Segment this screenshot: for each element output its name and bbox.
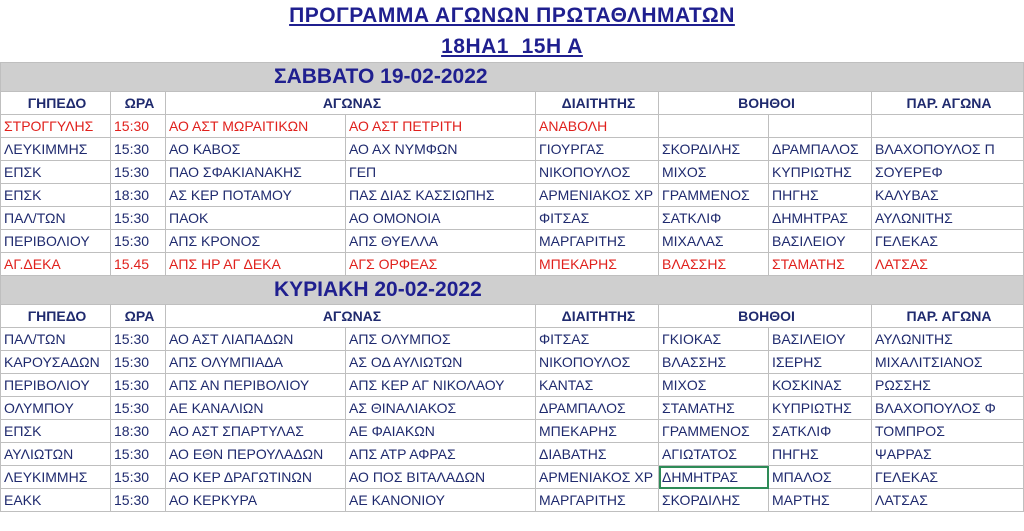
cell-away[interactable]: ΑΟ ΑΣΤ ΠΕΤΡΙΤΗ [346, 115, 536, 138]
cell-home[interactable]: ΠΑΟ ΣΦΑΚΙΑΝΑΚΗΣ [166, 161, 346, 184]
cell-home[interactable]: ΑΟ ΚΕΡΚΥΡΑ [166, 489, 346, 512]
cell-assistant2[interactable]: ΜΠΑΛΟΣ [769, 466, 872, 489]
day-label: ΚΥΡΙΑΚΗ 20-02-2022 [274, 278, 482, 301]
cell-assistant1[interactable]: ΑΓΙΩΤΑΤΟΣ [659, 443, 769, 466]
cell-referee[interactable]: ΦΙΤΣΑΣ [536, 207, 659, 230]
cell-assistant1[interactable]: ΓΡΑΜΜΕΝΟΣ [659, 420, 769, 443]
column-header-row [1, 305, 1024, 328]
cell-referee[interactable]: ΜΠΕΚΑΡΗΣ [536, 420, 659, 443]
cell-assistant1[interactable]: ΓΡΑΜΜΕΝΟΣ [659, 184, 769, 207]
cell-venue[interactable]: ΕΠΣΚ [1, 184, 111, 207]
cell-away[interactable]: ΠΑΣ ΔΙΑΣ ΚΑΣΣΙΩΠΗΣ [346, 184, 536, 207]
cell-assistant2[interactable]: ΠΗΓΗΣ [769, 443, 872, 466]
cell-time[interactable]: 15:30 [111, 443, 166, 466]
cell-observer[interactable]: ΣΟΥΕΡΕΦ [872, 161, 1024, 184]
cell-time[interactable]: 18:30 [111, 184, 166, 207]
day-header-row [1, 276, 1024, 305]
cell-time[interactable]: 15:30 [111, 207, 166, 230]
cell-away[interactable]: ΑΠΣ ΟΛΥΜΠΟΣ [346, 328, 536, 351]
cell-home[interactable]: ΠΑΟΚ [166, 207, 346, 230]
cell-assistant1[interactable]: ΣΚΟΡΔΙΛΗΣ [659, 489, 769, 512]
cell-referee[interactable]: ΑΡΜΕΝΙΑΚΟΣ ΧΡ [536, 466, 659, 489]
cell-time[interactable]: 15:30 [111, 397, 166, 420]
cell-observer[interactable] [872, 115, 1024, 138]
match-row [1, 115, 1024, 138]
cell-time[interactable]: 15:30 [111, 161, 166, 184]
cell-assistant2[interactable]: ΠΗΓΗΣ [769, 184, 872, 207]
cell-assistant2[interactable]: ΔΡΑΜΠΑΛΟΣ [769, 138, 872, 161]
header-time[interactable]: ΩΡΑ [111, 92, 166, 115]
cell-time[interactable]: 18:30 [111, 420, 166, 443]
cell-away[interactable]: ΑΟ ΟΜΟΝΟΙΑ [346, 207, 536, 230]
cell-venue[interactable]: ΠΕΡΙΒΟΛΙΟΥ [1, 374, 111, 397]
cell-assistant2[interactable]: ΜΑΡΤΗΣ [769, 489, 872, 512]
cell-assistant2[interactable]: ΚΟΣΚΙΝΑΣ [769, 374, 872, 397]
cell-away[interactable]: ΑΟ ΠΟΣ ΒΙΤΑΛΑΔΩΝ [346, 466, 536, 489]
match-row [1, 489, 1024, 512]
title-line-2: 18ΗΑ1 15Η Α [441, 35, 583, 58]
cell-referee[interactable]: ΚΑΝΤΑΣ [536, 374, 659, 397]
cell-home[interactable]: ΑΣ ΚΕΡ ΠΟΤΑΜΟΥ [166, 184, 346, 207]
cell-venue[interactable]: ΠΑΛ/ΤΩΝ [1, 207, 111, 230]
cell-time[interactable]: 15:30 [111, 138, 166, 161]
cell-assistant1[interactable]: ΜΙΧΟΣ [659, 374, 769, 397]
cell-observer[interactable]: ΜΙΧΑΛΙΤΣΙΑΝΟΣ [872, 351, 1024, 374]
match-row [1, 161, 1024, 184]
cell-time[interactable]: 15:30 [111, 230, 166, 253]
match-row [1, 207, 1024, 230]
cell-assistant2[interactable]: ΣΑΤΚΛΙΦ [769, 420, 872, 443]
cell-referee[interactable]: ΑΡΜΕΝΙΑΚΟΣ ΧΡ [536, 184, 659, 207]
cell-assistant1[interactable]: ΒΛΑΣΣΗΣ [659, 351, 769, 374]
cell-venue[interactable]: ΕΑΚΚ [1, 489, 111, 512]
day-label: ΣΑΒΒΑΤΟ 19-02-2022 [274, 65, 488, 88]
cell-assistant1[interactable]: ΣΤΑΜΑΤΗΣ [659, 397, 769, 420]
cell-venue[interactable]: ΑΥΛΙΩΤΩΝ [1, 443, 111, 466]
cell-assistant1[interactable]: ΜΙΧΑΛΑΣ [659, 230, 769, 253]
cell-assistant2[interactable]: ΒΑΣΙΛΕΙΟΥ [769, 328, 872, 351]
header-match[interactable]: ΑΓΩΝΑΣ [166, 92, 536, 115]
cell-referee[interactable]: ΜΑΡΓΑΡΙΤΗΣ [536, 489, 659, 512]
cell-referee[interactable]: ΦΙΤΣΑΣ [536, 328, 659, 351]
cell-observer[interactable]: ΡΩΣΣΗΣ [872, 374, 1024, 397]
cell-referee[interactable]: ΑΝΑΒΟΛΗ [536, 115, 659, 138]
match-row [1, 328, 1024, 351]
cell-venue[interactable]: ΚΑΡΟΥΣΑΔΩΝ [1, 351, 111, 374]
match-row [1, 397, 1024, 420]
cell-assistant1[interactable]: ΒΛΑΣΣΗΣ [659, 253, 769, 276]
cell-away[interactable]: ΑΠΣ ΑΤΡ ΑΦΡΑΣ [346, 443, 536, 466]
match-row [1, 420, 1024, 443]
header-referee[interactable]: ΔΙΑΙΤΗΤΗΣ [536, 92, 659, 115]
cell-time[interactable]: 15:30 [111, 374, 166, 397]
cell-away[interactable]: ΑΕ ΦΑΙΑΚΩΝ [346, 420, 536, 443]
schedule-table [0, 62, 1024, 512]
cell-referee[interactable]: ΓΙΟΥΡΓΑΣ [536, 138, 659, 161]
cell-referee[interactable]: ΝΙΚΟΠΟΥΛΟΣ [536, 351, 659, 374]
cell-observer[interactable]: ΓΕΛΕΚΑΣ [872, 466, 1024, 489]
cell-venue[interactable]: ΕΠΣΚ [1, 161, 111, 184]
cell-away[interactable]: ΑΕ ΚΑΝΟΝΙΟΥ [346, 489, 536, 512]
cell-assistant2[interactable] [769, 115, 872, 138]
match-row [1, 230, 1024, 253]
cell-assistant2[interactable]: ΙΣΕΡΗΣ [769, 351, 872, 374]
cell-away[interactable]: ΑΣ ΘΙΝΑΛΙΑΚΟΣ [346, 397, 536, 420]
cell-venue[interactable]: ΣΤΡΟΓΓΥΛΗΣ [1, 115, 111, 138]
cell-home[interactable]: ΑΕ ΚΑΝΑΛΙΩΝ [166, 397, 346, 420]
day-header-row [1, 63, 1024, 92]
cell-observer[interactable]: ΛΑΤΣΑΣ [872, 253, 1024, 276]
cell-away[interactable]: ΓΕΠ [346, 161, 536, 184]
cell-venue[interactable]: ΕΠΣΚ [1, 420, 111, 443]
cell-referee[interactable]: ΜΠΕΚΑΡΗΣ [536, 253, 659, 276]
cell-away[interactable]: ΑΟ ΑΧ ΝΥΜΦΩΝ [346, 138, 536, 161]
cell-venue[interactable]: ΠΑΛ/ΤΩΝ [1, 328, 111, 351]
day-label-cell[interactable] [1, 63, 1024, 92]
cell-assistant2[interactable]: ΚΥΠΡΙΩΤΗΣ [769, 161, 872, 184]
header-time[interactable]: ΩΡΑ [111, 305, 166, 328]
cell-time[interactable]: 15:30 [111, 466, 166, 489]
cell-observer[interactable]: ΑΥΛΩΝΙΤΗΣ [872, 207, 1024, 230]
cell-home[interactable]: ΑΟ ΚΑΒΟΣ [166, 138, 346, 161]
cell-home[interactable]: ΑΠΣ ΚΡΟΝΟΣ [166, 230, 346, 253]
cell-venue[interactable]: ΛΕΥΚΙΜΜΗΣ [1, 138, 111, 161]
cell-assistant2[interactable]: ΚΥΠΡΙΩΤΗΣ [769, 397, 872, 420]
cell-referee[interactable]: ΝΙΚΟΠΟΥΛΟΣ [536, 161, 659, 184]
match-row [1, 374, 1024, 397]
cell-observer[interactable]: ΓΕΛΕΚΑΣ [872, 230, 1024, 253]
header-observer[interactable]: ΠΑΡ. ΑΓΩΝΑ [872, 305, 1024, 328]
cell-referee[interactable]: ΔΙΑΒΑΤΗΣ [536, 443, 659, 466]
cell-assistant2[interactable]: ΒΑΣΙΛΕΙΟΥ [769, 230, 872, 253]
cell-observer[interactable]: ΒΛΑΧΟΠΟΥΛΟΣ Π [872, 138, 1024, 161]
cell-observer[interactable]: ΛΑΤΣΑΣ [872, 489, 1024, 512]
cell-home[interactable]: ΑΟ ΑΣΤ ΛΙΑΠΑΔΩΝ [166, 328, 346, 351]
cell-assistant1[interactable]: ΜΙΧΟΣ [659, 161, 769, 184]
cell-venue[interactable]: ΛΕΥΚΙΜΜΗΣ [1, 466, 111, 489]
cell-time[interactable]: 15:30 [111, 115, 166, 138]
cell-observer[interactable]: ΚΑΛΥΒΑΣ [872, 184, 1024, 207]
header-referee[interactable]: ΔΙΑΙΤΗΤΗΣ [536, 305, 659, 328]
cell-assistant1[interactable]: ΓΚΙΟΚΑΣ [659, 328, 769, 351]
cell-assistant1[interactable]: ΔΗΜΗΤΡΑΣ [659, 466, 769, 489]
column-header-row [1, 92, 1024, 115]
title-line-1: ΠΡΟΓΡΑΜΜΑ ΑΓΩΝΩΝ ΠΡΩΤΑΘΛΗΜΑΤΩΝ [289, 4, 735, 27]
cell-away[interactable]: ΑΠΣ ΘΥΕΛΛΑ [346, 230, 536, 253]
match-row [1, 138, 1024, 161]
cell-observer[interactable]: ΒΛΑΧΟΠΟΥΛΟΣ Φ [872, 397, 1024, 420]
cell-assistant2[interactable]: ΔΗΜΗΤΡΑΣ [769, 207, 872, 230]
cell-referee[interactable]: ΜΑΡΓΑΡΙΤΗΣ [536, 230, 659, 253]
cell-home[interactable]: ΑΟ ΚΕΡ ΔΡΑΓΩΤΙΝΩΝ [166, 466, 346, 489]
schedule-body [1, 63, 1024, 512]
cell-away[interactable]: ΑΠΣ ΚΕΡ ΑΓ ΝΙΚΟΛΑΟΥ [346, 374, 536, 397]
header-match[interactable]: ΑΓΩΝΑΣ [166, 305, 536, 328]
cell-time[interactable]: 15:30 [111, 328, 166, 351]
cell-venue[interactable]: ΠΕΡΙΒΟΛΙΟΥ [1, 230, 111, 253]
match-row [1, 253, 1024, 276]
cell-assistant1[interactable] [659, 115, 769, 138]
cell-observer[interactable]: ΨΑΡΡΑΣ [872, 443, 1024, 466]
header-assistants[interactable]: ΒΟΗΘΟΙ [659, 305, 872, 328]
header-assistants[interactable]: ΒΟΗΘΟΙ [659, 92, 872, 115]
cell-time[interactable]: 15.45 [111, 253, 166, 276]
cell-home[interactable]: ΑΠΣ ΗΡ ΑΓ ΔΕΚΑ [166, 253, 346, 276]
match-row [1, 351, 1024, 374]
match-row [1, 466, 1024, 489]
cell-home[interactable]: ΑΟ ΑΣΤ ΜΩΡΑΙΤΙΚΩΝ [166, 115, 346, 138]
day-label-cell[interactable] [1, 276, 1024, 305]
cell-assistant1[interactable]: ΣΚΟΡΔΙΛΗΣ [659, 138, 769, 161]
header-observer[interactable]: ΠΑΡ. ΑΓΩΝΑ [872, 92, 1024, 115]
match-row [1, 443, 1024, 466]
cell-home[interactable]: ΑΟ ΕΘΝ ΠΕΡΟΥΛΑΔΩΝ [166, 443, 346, 466]
cell-assistant2[interactable]: ΣΤΑΜΑΤΗΣ [769, 253, 872, 276]
cell-time[interactable]: 15:30 [111, 489, 166, 512]
cell-observer[interactable]: ΑΥΛΩΝΙΤΗΣ [872, 328, 1024, 351]
cell-home[interactable]: ΑΠΣ ΑΝ ΠΕΡΙΒΟΛΙΟΥ [166, 374, 346, 397]
cell-referee[interactable]: ΔΡΑΜΠΑΛΟΣ [536, 397, 659, 420]
header-venue[interactable]: ΓΗΠΕΔΟ [1, 305, 111, 328]
cell-observer[interactable]: ΤΟΜΠΡΟΣ [872, 420, 1024, 443]
match-row [1, 184, 1024, 207]
cell-venue[interactable]: ΟΛΥΜΠΟΥ [1, 397, 111, 420]
cell-home[interactable]: ΑΟ ΑΣΤ ΣΠΑΡΤΥΛΑΣ [166, 420, 346, 443]
cell-venue[interactable]: ΑΓ.ΔΕΚΑ [1, 253, 111, 276]
header-venue[interactable]: ΓΗΠΕΔΟ [1, 92, 111, 115]
cell-away[interactable]: ΑΓΣ ΟΡΦΕΑΣ [346, 253, 536, 276]
cell-time[interactable]: 15:30 [111, 351, 166, 374]
cell-away[interactable]: ΑΣ ΟΔ ΑΥΛΙΩΤΩΝ [346, 351, 536, 374]
cell-home[interactable]: ΑΠΣ ΟΛΥΜΠΙΑΔΑ [166, 351, 346, 374]
cell-assistant1[interactable]: ΣΑΤΚΛΙΦ [659, 207, 769, 230]
